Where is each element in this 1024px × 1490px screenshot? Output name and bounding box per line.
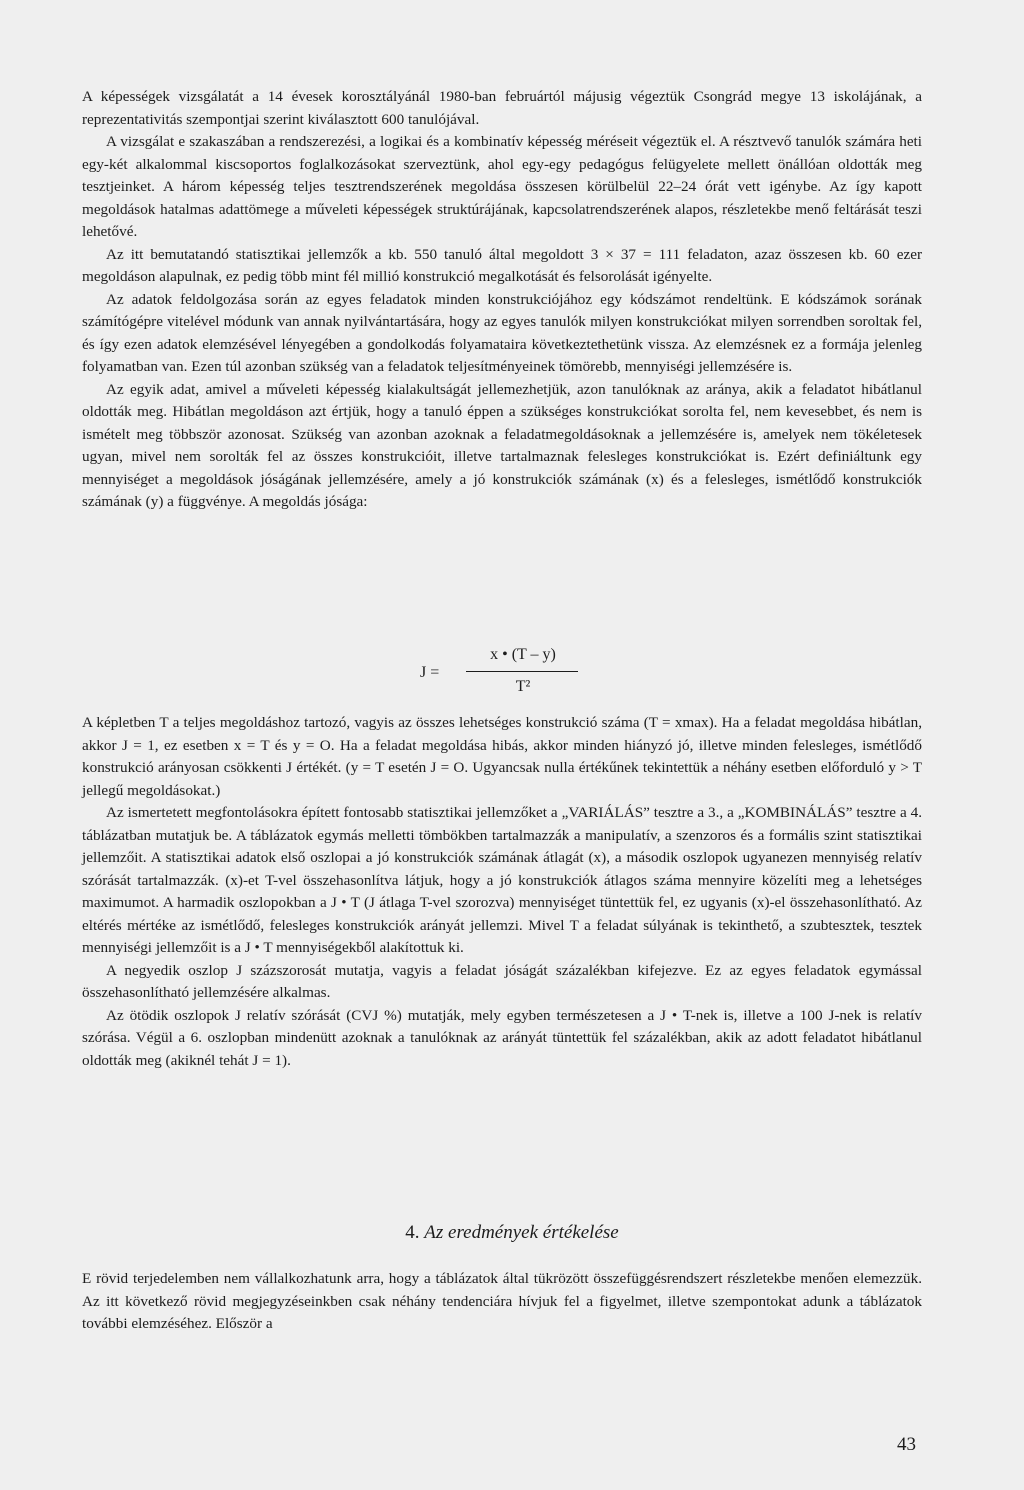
formula-lhs: J =	[420, 664, 440, 681]
formula-numerator: x • (T – y)	[490, 646, 556, 663]
paragraph: E rövid terjedelemben nem vállalkozhatunk arra, hogy a táblázatok által tükrözött összefüggésrendszert részletekbe menően elemezzük. Az itt következő rövid megjegyzéseinkben csak néhány tendenciára hívjuk fel a figyelmet, illetve szempontokat adunk a táblázatok további elemzéséhez. Először a	[82, 1270, 922, 1332]
fraction-bar	[466, 671, 578, 672]
paragraph: A vizsgálat e szakaszában a rendszerezési, a logikai és a kombinatív képesség méréseit végeztük el. A résztvevő tanulók számára heti egy-két alkalommal kiscsoportos foglalkozásokat szerveztünk, ahol egy-egy pedagógus felügyelete mellett önállóan oldották meg tesztjeinket. A három képesség teljes tesztrendszerének megoldása összesen körülbelül 22–24 órát vett igénybe. Az így kapott megoldások hatalmas adattömege a műveleti képességek struktúrájának, kapcsolatrendszerének alapos, részletekbe menő feltárását teszi lehetővé.	[82, 133, 922, 240]
paragraph: A negyedik oszlop J százszorosát mutatja, vagyis a feladat jóságát százalékban kifejezve. Ez az egyes feladatok egymással összehasonlítható jellemzésére alkalmas.	[82, 961, 922, 1001]
paragraph: A képletben T a teljes megoldáshoz tartozó, vagyis az összes lehetséges konstrukció száma (T = xmax). Ha a feladat megoldása hibátlan, akkor J = 1, ez esetben x = T és y = O. Ha a feladat megoldása hibás, akkor minden hiányzó jó, illetve minden felesleges, ismétlődő konstrukció arányosan csökkenti J értékét. (y = T esetén J = O. Ugyancsak nulla értékűnek tekintettük a néhány esetben előforduló y > T jellegű megoldásokat.)	[82, 714, 922, 799]
paragraph: Az itt bemutatandó statisztikai jellemzők a kb. 550 tanuló által megoldott 3 × 37 = 111 feladaton, azaz összesen kb. 60 ezer megoldáson alapulnak, ez pedig több mint fél millió konstrukció megalkotását és felsorolását igényelte.	[82, 245, 922, 285]
paragraph: Az ismertetett megfontolásokra épített fontosabb statisztikai jellemzőket a „VARIÁLÁS” tesztre a 3., a „KOMBINÁLÁS” tesztre a 4. táblázatban mutatjuk be. A táblázatok egymás melletti tömbökben tartalmazzák a manipulatív, a szenzoros és a formális szint statisztikai jellemzőit. A statisztikai adatok első oszlopai a jó konstrukciók számának átlagát (x), a második oszlopok ugyanezen mennyiség relatív szórását tartalmazzák. (x)-et T-vel összehasonlítva látjuk, hogy a jó konstrukciók átlagos száma mennyire közelíti meg a lehetséges maximumot. A harmadik oszlopokban a J • T (J átlaga T-vel szorozva) mennyiséget tüntettük fel, ez ugyanis (x)-el összehasonlítható. Az eltérés mértéke az ismétlődő, felesleges konstrukciók arányát jellemzi. Mivel T a feladat súlyának is tekinthető, a szubtesztek, tesztek mennyiségi jellemzőit is a J • T mennyiségekből alakítottuk ki.	[82, 804, 922, 956]
section-number: 4.	[405, 1222, 420, 1243]
paragraph: Az adatok feldolgozása során az egyes feladatok minden konstrukciójához egy kódszámot rendeltünk. E kódszámok sorának számítógépre vitelével módunk van annak nyilvántartására, hogy az egyes tanulók milyen konstrukciókat milyen sorrendben soroltak fel, és így ezen adatok elemzésével lényegében a gondolkodás folyamataira következtethetünk vissza. Az elemzésnek ez a formája jelenleg folyamatban van. Ezen túl azonban szükség van a feladatok teljesítményeinek tömörebb, mennyiségi jellemzésére is.	[82, 290, 922, 375]
paragraph: Az ötödik oszlopok J relatív szórását (CVJ %) mutatják, mely egyben természetesen a J • T-nek is, illetve a 100 J-nek is relatív szórása. Végül a 6. oszlopban mindenütt azoknak a tanulóknak az arányát tüntettük fel százalékban, akik az adott feladatot hibátlanul oldották meg (akiknél tehát J = 1).	[82, 1006, 922, 1069]
page-number: 43	[897, 1434, 916, 1455]
body-text-block-3	[82, 1268, 922, 1336]
section-heading	[0, 1222, 1024, 1244]
paragraph: Az egyik adat, amivel a műveleti képesség kialakultságát jellemezhetjük, azon tanulóknak az aránya, akik a feladatot hibátlanul oldották meg. Hibátlan megoldáson azt értjük, hogy a tanuló éppen a szükséges konstrukciókat sorolta fel, nem kevesebbet, és nem is ismételt meg többször azonosat. Szükség van azonban azoknak a feladatmegoldásoknak a jellemzésére is, amelyek nem tökéletesek ugyan, mivel nem sorolták fel az összes konstrukcióit, illetve tartalmaznak felesleges konstrukciókat is. Ezért definiáltunk egy mennyiséget a megoldások jóságának jellemzésére, amely a jó konstrukciók számának (x) és a felesleges, ismétlődő konstrukciók számának (y) a függvénye. A megoldás jósága:	[82, 380, 922, 510]
section-title: Az eredmények értékelése	[424, 1222, 619, 1243]
body-text-block-1	[82, 86, 922, 514]
paragraph: A képességek vizsgálatát a 14 évesek korosztályánál 1980-ban februártól májusig végeztük Csongrád megye 13 iskolájának, a reprezentativitás szempontjai szerint kiválasztott 600 tanulójával.	[82, 88, 922, 128]
formula-denominator: T²	[515, 678, 531, 695]
josag-formula	[420, 646, 580, 706]
body-text-block-2	[82, 712, 922, 1072]
